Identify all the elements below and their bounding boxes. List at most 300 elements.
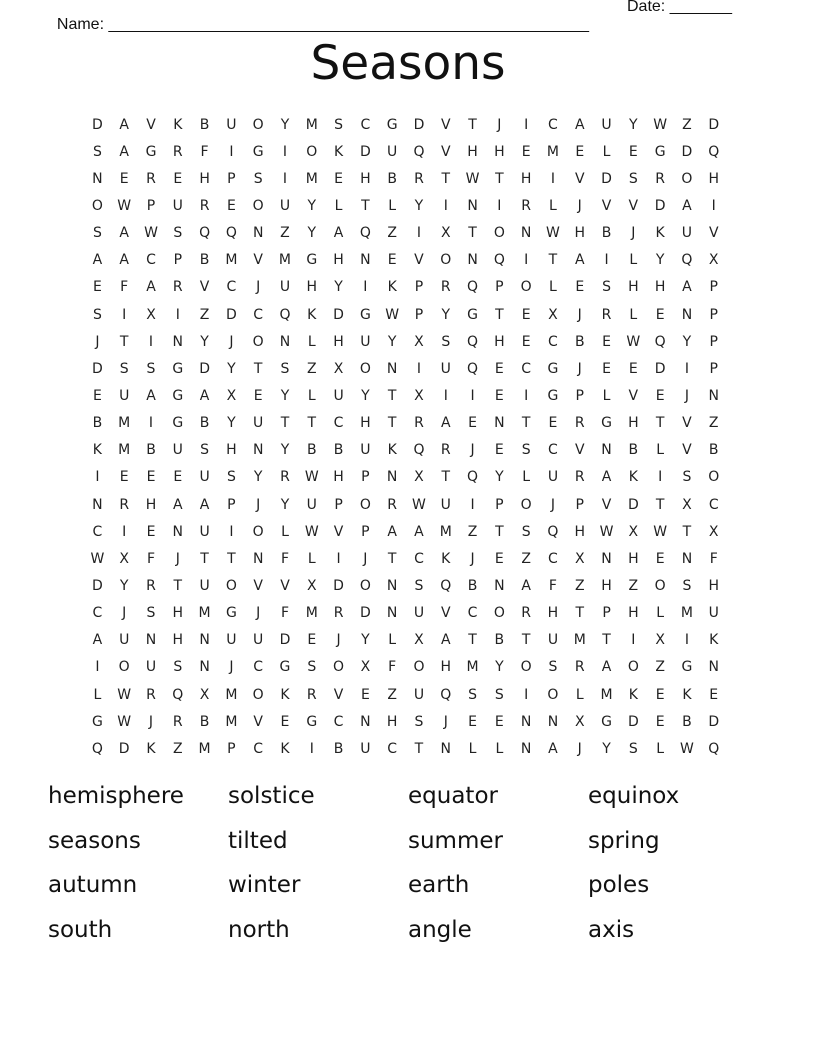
- grid-letter[interactable]: Y: [495, 469, 504, 486]
- grid-letter[interactable]: H: [172, 605, 184, 622]
- grid-letter[interactable]: N: [252, 225, 264, 242]
- grid-letter[interactable]: M: [305, 170, 318, 187]
- grid-letter[interactable]: H: [708, 170, 719, 187]
- grid-letter[interactable]: E: [226, 197, 236, 214]
- grid-letter[interactable]: I: [95, 659, 100, 676]
- grid-letter[interactable]: J: [256, 605, 261, 622]
- grid-letter[interactable]: N: [467, 252, 478, 269]
- grid-letter[interactable]: A: [119, 116, 129, 133]
- grid-letter[interactable]: M: [466, 659, 479, 676]
- grid-letter[interactable]: B: [199, 252, 210, 269]
- grid-letter[interactable]: O: [520, 279, 532, 296]
- grid-letter[interactable]: I: [684, 632, 689, 649]
- grid-letter[interactable]: N: [708, 387, 719, 404]
- grid-letter[interactable]: C: [548, 116, 558, 133]
- grid-letter[interactable]: B: [199, 713, 210, 730]
- grid-letter[interactable]: Z: [306, 360, 317, 377]
- grid-letter[interactable]: Q: [279, 306, 291, 323]
- grid-letter[interactable]: T: [441, 170, 451, 187]
- grid-letter[interactable]: A: [199, 496, 210, 513]
- grid-letter[interactable]: I: [363, 279, 368, 296]
- grid-letter[interactable]: U: [387, 143, 398, 160]
- grid-letter[interactable]: X: [226, 387, 237, 404]
- grid-letter[interactable]: J: [550, 496, 556, 513]
- grid-letter[interactable]: L: [656, 442, 665, 459]
- grid-letter[interactable]: J: [95, 333, 100, 350]
- grid-letter[interactable]: B: [306, 442, 317, 459]
- grid-letter[interactable]: T: [361, 197, 370, 214]
- grid-letter[interactable]: T: [441, 469, 451, 486]
- grid-letter[interactable]: X: [360, 659, 371, 676]
- grid-letter[interactable]: Q: [359, 225, 371, 242]
- grid-letter[interactable]: D: [654, 360, 666, 377]
- grid-letter[interactable]: X: [655, 632, 665, 649]
- grid-letter[interactable]: M: [546, 143, 559, 160]
- grid-letter[interactable]: U: [413, 605, 425, 622]
- grid-letter[interactable]: Q: [681, 252, 693, 269]
- grid-letter[interactable]: T: [495, 306, 504, 323]
- grid-letter[interactable]: A: [92, 252, 103, 269]
- grid-letter[interactable]: S: [173, 225, 183, 242]
- grid-letter[interactable]: S: [628, 170, 638, 187]
- grid-letter[interactable]: I: [470, 387, 475, 404]
- grid-letter[interactable]: Z: [172, 740, 183, 757]
- grid-letter[interactable]: I: [524, 387, 529, 404]
- grid-letter[interactable]: J: [577, 740, 582, 757]
- grid-letter[interactable]: S: [119, 360, 129, 377]
- grid-letter[interactable]: B: [601, 225, 612, 242]
- grid-letter[interactable]: M: [118, 415, 131, 432]
- grid-letter[interactable]: P: [495, 496, 504, 513]
- grid-letter[interactable]: S: [441, 333, 451, 350]
- grid-letter[interactable]: T: [495, 170, 504, 187]
- grid-letter[interactable]: K: [333, 143, 344, 160]
- grid-letter[interactable]: N: [172, 523, 184, 540]
- grid-letter[interactable]: U: [333, 387, 344, 404]
- grid-letter[interactable]: E: [146, 523, 156, 540]
- grid-letter[interactable]: J: [256, 279, 261, 296]
- grid-letter[interactable]: B: [92, 415, 103, 432]
- grid-letter[interactable]: Y: [629, 116, 638, 133]
- grid-letter[interactable]: X: [414, 469, 424, 486]
- grid-letter[interactable]: Z: [387, 686, 397, 703]
- grid-letter[interactable]: U: [360, 740, 371, 757]
- grid-letter[interactable]: O: [252, 523, 264, 540]
- grid-letter[interactable]: I: [550, 170, 556, 187]
- grid-letter[interactable]: I: [416, 225, 422, 242]
- grid-letter[interactable]: X: [682, 496, 692, 513]
- grid-letter[interactable]: V: [682, 442, 692, 459]
- grid-letter[interactable]: U: [681, 225, 693, 242]
- grid-letter[interactable]: I: [631, 632, 636, 649]
- grid-letter[interactable]: S: [280, 360, 290, 377]
- grid-letter[interactable]: T: [414, 740, 424, 757]
- grid-letter[interactable]: R: [146, 577, 156, 594]
- grid-letter[interactable]: L: [281, 523, 289, 540]
- grid-letter[interactable]: A: [119, 143, 129, 160]
- grid-letter[interactable]: S: [92, 306, 102, 323]
- grid-letter[interactable]: U: [199, 577, 210, 594]
- grid-letter[interactable]: O: [225, 577, 237, 594]
- grid-letter[interactable]: Q: [467, 279, 479, 296]
- grid-letter[interactable]: N: [467, 197, 478, 214]
- grid-letter[interactable]: P: [227, 740, 236, 757]
- grid-letter[interactable]: C: [226, 279, 237, 296]
- grid-letter[interactable]: K: [655, 225, 665, 242]
- grid-letter[interactable]: X: [440, 225, 451, 242]
- grid-letter[interactable]: L: [307, 333, 316, 350]
- grid-letter[interactable]: U: [226, 116, 237, 133]
- grid-letter[interactable]: T: [468, 116, 477, 133]
- grid-letter[interactable]: E: [494, 360, 504, 377]
- grid-letter[interactable]: H: [494, 143, 505, 160]
- grid-letter[interactable]: G: [654, 143, 666, 160]
- grid-letter[interactable]: Z: [387, 225, 397, 242]
- grid-letter[interactable]: M: [305, 605, 318, 622]
- grid-letter[interactable]: O: [681, 170, 693, 187]
- grid-letter[interactable]: M: [680, 605, 693, 622]
- grid-letter[interactable]: I: [443, 387, 448, 404]
- grid-letter[interactable]: X: [414, 387, 424, 404]
- grid-letter[interactable]: R: [521, 197, 532, 214]
- grid-letter[interactable]: A: [682, 197, 692, 214]
- grid-letter[interactable]: J: [148, 713, 154, 730]
- grid-letter[interactable]: M: [225, 686, 238, 703]
- grid-letter[interactable]: Y: [361, 632, 370, 649]
- grid-letter[interactable]: V: [440, 143, 451, 160]
- grid-letter[interactable]: M: [305, 116, 318, 133]
- grid-letter[interactable]: E: [494, 442, 504, 459]
- grid-letter[interactable]: X: [146, 306, 156, 323]
- grid-letter[interactable]: V: [253, 713, 263, 730]
- grid-letter[interactable]: E: [602, 333, 611, 350]
- grid-letter[interactable]: N: [386, 360, 398, 377]
- grid-letter[interactable]: O: [359, 360, 371, 377]
- grid-letter[interactable]: A: [601, 659, 612, 676]
- grid-letter[interactable]: L: [602, 387, 611, 404]
- grid-letter[interactable]: X: [628, 523, 639, 540]
- grid-letter[interactable]: Q: [467, 360, 479, 377]
- grid-letter[interactable]: E: [307, 632, 317, 649]
- grid-letter[interactable]: W: [626, 333, 641, 350]
- grid-letter[interactable]: W: [304, 523, 319, 540]
- grid-letter[interactable]: K: [709, 632, 719, 649]
- grid-letter[interactable]: V: [333, 523, 344, 540]
- grid-letter[interactable]: U: [360, 442, 371, 459]
- grid-letter[interactable]: X: [574, 713, 585, 730]
- grid-letter[interactable]: I: [282, 170, 288, 187]
- grid-letter[interactable]: O: [306, 143, 318, 160]
- grid-letter[interactable]: R: [146, 170, 156, 187]
- grid-letter[interactable]: Q: [413, 442, 425, 459]
- grid-letter[interactable]: S: [307, 659, 317, 676]
- grid-letter[interactable]: J: [470, 442, 475, 459]
- grid-letter[interactable]: B: [199, 116, 210, 133]
- grid-letter[interactable]: B: [333, 442, 344, 459]
- grid-letter[interactable]: W: [599, 523, 614, 540]
- grid-letter[interactable]: V: [708, 225, 719, 242]
- grid-letter[interactable]: B: [146, 442, 156, 459]
- grid-letter[interactable]: T: [387, 550, 397, 567]
- grid-letter[interactable]: R: [119, 496, 130, 513]
- grid-letter[interactable]: G: [467, 306, 478, 323]
- name-field[interactable]: Name: ______________________________________________________: [56, 16, 589, 33]
- grid-letter[interactable]: K: [441, 550, 451, 567]
- grid-letter[interactable]: L: [656, 605, 665, 622]
- grid-letter[interactable]: D: [654, 197, 666, 214]
- grid-letter[interactable]: H: [601, 577, 612, 594]
- grid-letter[interactable]: L: [575, 686, 584, 703]
- grid-letter[interactable]: T: [655, 496, 665, 513]
- grid-letter[interactable]: S: [548, 659, 558, 676]
- grid-letter[interactable]: J: [497, 116, 502, 133]
- grid-letter[interactable]: A: [146, 387, 156, 404]
- grid-letter[interactable]: K: [146, 740, 156, 757]
- grid-letter[interactable]: S: [414, 577, 424, 594]
- grid-letter[interactable]: O: [252, 197, 264, 214]
- grid-letter[interactable]: G: [359, 306, 371, 323]
- grid-letter[interactable]: O: [118, 659, 130, 676]
- grid-letter[interactable]: G: [91, 713, 103, 730]
- grid-letter[interactable]: U: [172, 442, 183, 459]
- grid-letter[interactable]: T: [495, 523, 504, 540]
- grid-letter[interactable]: G: [601, 713, 612, 730]
- grid-letter[interactable]: D: [601, 170, 612, 187]
- grid-letter[interactable]: Y: [682, 333, 692, 350]
- grid-letter[interactable]: C: [253, 306, 264, 323]
- grid-letter[interactable]: Y: [200, 333, 209, 350]
- grid-letter[interactable]: Y: [307, 225, 317, 242]
- grid-letter[interactable]: U: [279, 279, 291, 296]
- grid-letter[interactable]: E: [468, 415, 477, 432]
- grid-letter[interactable]: L: [522, 469, 531, 486]
- grid-letter[interactable]: Y: [361, 387, 370, 404]
- grid-letter[interactable]: R: [574, 659, 585, 676]
- grid-letter[interactable]: E: [575, 143, 585, 160]
- grid-letter[interactable]: E: [280, 713, 290, 730]
- grid-letter[interactable]: D: [225, 306, 237, 323]
- grid-letter[interactable]: K: [92, 442, 102, 459]
- grid-letter[interactable]: E: [334, 170, 343, 187]
- grid-letter[interactable]: Y: [307, 197, 317, 214]
- grid-letter[interactable]: I: [604, 252, 609, 269]
- grid-letter[interactable]: O: [440, 252, 452, 269]
- grid-letter[interactable]: V: [440, 605, 451, 622]
- grid-letter[interactable]: K: [387, 279, 397, 296]
- grid-letter[interactable]: X: [119, 550, 129, 567]
- grid-letter[interactable]: L: [307, 387, 316, 404]
- grid-letter[interactable]: P: [709, 306, 718, 323]
- grid-letter[interactable]: T: [548, 252, 558, 269]
- grid-letter[interactable]: N: [386, 577, 398, 594]
- grid-letter[interactable]: R: [414, 415, 424, 432]
- grid-letter[interactable]: H: [574, 523, 585, 540]
- grid-letter[interactable]: Y: [280, 387, 290, 404]
- grid-letter[interactable]: N: [708, 659, 719, 676]
- grid-letter[interactable]: M: [278, 252, 292, 269]
- grid-letter[interactable]: I: [122, 523, 127, 540]
- grid-letter[interactable]: C: [333, 415, 344, 432]
- grid-letter[interactable]: M: [118, 442, 131, 459]
- grid-letter[interactable]: U: [119, 387, 130, 404]
- grid-letter[interactable]: E: [521, 143, 531, 160]
- grid-letter[interactable]: E: [360, 686, 370, 703]
- grid-letter[interactable]: A: [548, 740, 558, 757]
- grid-letter[interactable]: E: [521, 333, 531, 350]
- grid-letter[interactable]: I: [443, 197, 448, 214]
- grid-letter[interactable]: L: [549, 279, 557, 296]
- grid-letter[interactable]: R: [655, 170, 665, 187]
- grid-letter[interactable]: P: [227, 496, 236, 513]
- grid-letter[interactable]: R: [172, 713, 183, 730]
- grid-letter[interactable]: V: [146, 116, 156, 133]
- grid-letter[interactable]: F: [709, 550, 718, 567]
- grid-letter[interactable]: N: [252, 550, 264, 567]
- grid-letter[interactable]: C: [92, 605, 103, 622]
- grid-letter[interactable]: D: [92, 577, 103, 594]
- grid-letter[interactable]: T: [602, 632, 611, 649]
- grid-letter[interactable]: G: [225, 605, 237, 622]
- grid-letter[interactable]: Q: [413, 143, 425, 160]
- grid-letter[interactable]: E: [628, 143, 638, 160]
- grid-letter[interactable]: Q: [708, 740, 720, 757]
- grid-letter[interactable]: F: [120, 279, 129, 296]
- grid-letter[interactable]: V: [199, 279, 210, 296]
- grid-letter[interactable]: A: [414, 523, 424, 540]
- grid-letter[interactable]: P: [361, 469, 370, 486]
- grid-letter[interactable]: C: [253, 659, 264, 676]
- grid-letter[interactable]: I: [336, 550, 341, 567]
- grid-letter[interactable]: K: [682, 686, 692, 703]
- grid-letter[interactable]: R: [172, 279, 183, 296]
- grid-letter[interactable]: S: [682, 577, 692, 594]
- grid-letter[interactable]: N: [494, 415, 505, 432]
- grid-letter[interactable]: J: [256, 496, 261, 513]
- grid-letter[interactable]: U: [226, 632, 237, 649]
- grid-letter[interactable]: K: [628, 686, 638, 703]
- grid-letter[interactable]: J: [229, 333, 234, 350]
- grid-letter[interactable]: U: [708, 605, 719, 622]
- grid-letter[interactable]: L: [388, 632, 397, 649]
- grid-letter[interactable]: G: [547, 387, 559, 404]
- grid-letter[interactable]: V: [628, 387, 639, 404]
- grid-letter[interactable]: Q: [172, 686, 184, 703]
- grid-letter[interactable]: H: [333, 252, 344, 269]
- grid-letter[interactable]: H: [360, 170, 371, 187]
- grid-letter[interactable]: C: [548, 333, 558, 350]
- grid-letter[interactable]: E: [655, 686, 665, 703]
- grid-letter[interactable]: M: [225, 713, 238, 730]
- grid-letter[interactable]: T: [521, 415, 531, 432]
- grid-letter[interactable]: H: [306, 279, 318, 296]
- grid-letter[interactable]: V: [628, 197, 639, 214]
- grid-letter[interactable]: R: [387, 496, 398, 513]
- grid-letter[interactable]: Y: [387, 333, 397, 350]
- grid-letter[interactable]: H: [574, 225, 585, 242]
- grid-letter[interactable]: D: [333, 306, 344, 323]
- grid-letter[interactable]: J: [229, 659, 234, 676]
- grid-letter[interactable]: K: [387, 442, 397, 459]
- grid-letter[interactable]: D: [681, 143, 693, 160]
- grid-letter[interactable]: U: [547, 469, 559, 486]
- grid-letter[interactable]: P: [602, 605, 611, 622]
- grid-letter[interactable]: Y: [602, 740, 611, 757]
- grid-letter[interactable]: O: [627, 659, 639, 676]
- grid-letter[interactable]: P: [495, 279, 504, 296]
- grid-letter[interactable]: D: [359, 143, 371, 160]
- grid-letter[interactable]: B: [199, 415, 210, 432]
- grid-letter[interactable]: H: [708, 577, 719, 594]
- grid-letter[interactable]: U: [119, 632, 130, 649]
- grid-letter[interactable]: I: [684, 360, 689, 377]
- grid-letter[interactable]: G: [547, 360, 559, 377]
- grid-letter[interactable]: W: [385, 306, 400, 323]
- grid-letter[interactable]: L: [388, 197, 397, 214]
- grid-letter[interactable]: K: [173, 116, 183, 133]
- grid-letter[interactable]: E: [92, 279, 102, 296]
- grid-letter[interactable]: P: [575, 387, 584, 404]
- grid-letter[interactable]: L: [549, 197, 557, 214]
- grid-letter[interactable]: A: [92, 632, 103, 649]
- grid-letter[interactable]: N: [92, 496, 103, 513]
- grid-letter[interactable]: A: [682, 279, 692, 296]
- grid-letter[interactable]: P: [146, 197, 156, 214]
- grid-letter[interactable]: U: [440, 496, 451, 513]
- grid-letter[interactable]: C: [708, 496, 719, 513]
- grid-letter[interactable]: U: [172, 197, 183, 214]
- grid-letter[interactable]: K: [280, 686, 290, 703]
- grid-letter[interactable]: D: [413, 116, 425, 133]
- grid-letter[interactable]: Z: [521, 550, 531, 567]
- grid-letter[interactable]: F: [280, 550, 289, 567]
- grid-letter[interactable]: W: [653, 116, 668, 133]
- grid-letter[interactable]: S: [521, 442, 531, 459]
- grid-letter[interactable]: D: [333, 577, 344, 594]
- grid-letter[interactable]: N: [199, 632, 210, 649]
- grid-letter[interactable]: E: [655, 306, 665, 323]
- grid-letter[interactable]: F: [388, 659, 397, 676]
- grid-letter[interactable]: I: [122, 306, 127, 323]
- grid-letter[interactable]: H: [628, 279, 639, 296]
- grid-letter[interactable]: U: [145, 659, 157, 676]
- grid-letter[interactable]: J: [470, 550, 475, 567]
- grid-letter[interactable]: N: [279, 333, 291, 350]
- grid-letter[interactable]: U: [547, 632, 559, 649]
- grid-letter[interactable]: S: [602, 279, 611, 296]
- grid-letter[interactable]: S: [146, 605, 156, 622]
- grid-letter[interactable]: A: [601, 469, 612, 486]
- grid-letter[interactable]: Q: [440, 686, 452, 703]
- grid-letter[interactable]: G: [279, 659, 291, 676]
- grid-letter[interactable]: Z: [199, 306, 210, 323]
- grid-letter[interactable]: Y: [280, 442, 290, 459]
- grid-letter[interactable]: N: [520, 225, 532, 242]
- grid-letter[interactable]: J: [631, 225, 636, 242]
- grid-letter[interactable]: U: [279, 197, 291, 214]
- grid-letter[interactable]: D: [279, 632, 291, 649]
- grid-letter[interactable]: Q: [708, 143, 720, 160]
- grid-letter[interactable]: Q: [547, 523, 559, 540]
- grid-letter[interactable]: U: [360, 333, 371, 350]
- grid-letter[interactable]: A: [574, 116, 585, 133]
- grid-letter[interactable]: Y: [253, 469, 263, 486]
- grid-letter[interactable]: I: [282, 143, 288, 160]
- grid-letter[interactable]: R: [440, 279, 451, 296]
- grid-letter[interactable]: J: [122, 605, 127, 622]
- grid-letter[interactable]: F: [200, 143, 209, 160]
- grid-letter[interactable]: P: [227, 170, 236, 187]
- grid-letter[interactable]: C: [548, 550, 558, 567]
